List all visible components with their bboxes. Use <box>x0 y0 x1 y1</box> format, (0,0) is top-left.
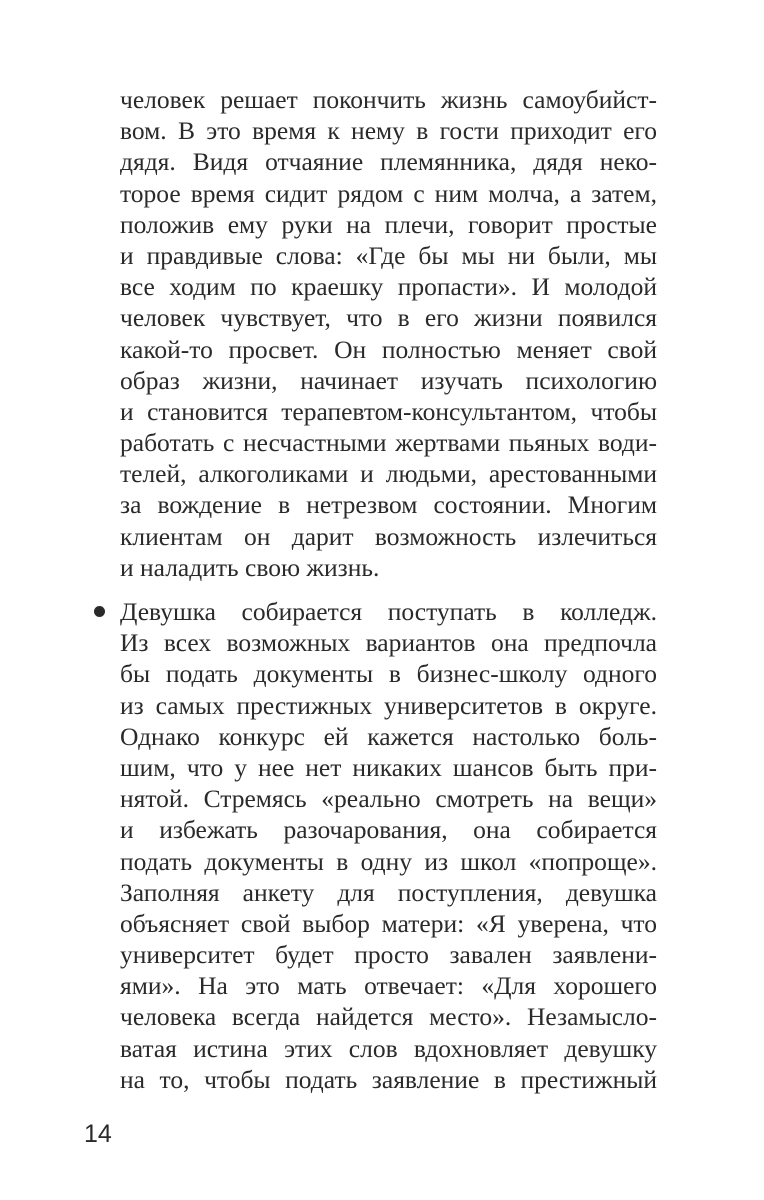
paragraph-continuation <box>120 84 657 583</box>
text-line: все ходим по краешку пропасти». И молодой <box>120 272 657 302</box>
text-line: торое время сидит рядом с ним молча, а затем, <box>120 178 657 208</box>
text-line: вом. В это время к нему в гости приходит его <box>120 116 657 146</box>
text-line: телей, алкоголиками и людьми, арестованными <box>120 459 657 489</box>
text-line: человек решает покончить жизнь самоубийст- <box>120 85 657 114</box>
text-line: ями». На это мать отвечает: «Для хорошего <box>120 971 657 1001</box>
text-line: клиентам он дарит возможность излечиться <box>120 521 657 551</box>
text-line: Из всех возможных вариантов она предпочла <box>120 628 657 658</box>
text-line: Заполняя анкету для поступления, девушка <box>120 877 657 907</box>
page-number: 14 <box>84 1120 112 1148</box>
text-line: нятой. Стремясь «реально смотреть на вещи» <box>120 784 657 814</box>
text-line: и избежать разочарования, она собирается <box>120 815 657 845</box>
text-line: работать с несчастными жертвами пьяных води- <box>120 428 657 458</box>
text-line: и становится терапевтом-консультантом, чтобы <box>120 396 657 426</box>
text-line: какой-то просвет. Он полностью меняет свой <box>120 334 657 364</box>
text-line: объясняет свой выбор матери: «Я уверена, что <box>120 908 657 938</box>
text-line: Однако конкурс ей кажется настолько боль- <box>120 721 657 751</box>
text-line: дядя. Видя отчаяние племянника, дядя неко- <box>120 147 657 177</box>
text-line: на то, чтобы подать заявление в престижный <box>120 1064 657 1094</box>
text-line: образ жизни, начинает изучать психологию <box>120 365 657 395</box>
bullet-paragraph <box>120 596 657 1095</box>
text-line: из самых престижных университетов в округе. <box>120 690 657 720</box>
bullet-icon <box>94 606 105 617</box>
text-line: человека всегда найдется место». Незамысло- <box>120 1002 657 1032</box>
text-line: подать документы в одну из школ «попроще». <box>120 846 657 876</box>
text-line: и наладить свою жизнь. <box>120 552 380 582</box>
text-line: бы подать документы в бизнес-школу одного <box>120 659 657 689</box>
text-line: положив ему руки на плечи, говорит простые <box>120 209 657 239</box>
text-line: и правдивые слова: «Где бы мы ни были, мы <box>120 240 657 270</box>
text-line: за вождение в нетрезвом состоянии. Многим <box>120 490 657 520</box>
text-line: ватая истина этих слов вдохновляет девушку <box>120 1033 657 1063</box>
text-line: Девушка собирается поступать в колледж. <box>120 597 657 626</box>
text-line: шим, что у нее нет никаких шансов быть при- <box>120 752 657 782</box>
text-line: человек чувствует, что в его жизни появился <box>120 303 657 333</box>
text-line: университет будет просто завален заявлени- <box>120 940 657 970</box>
